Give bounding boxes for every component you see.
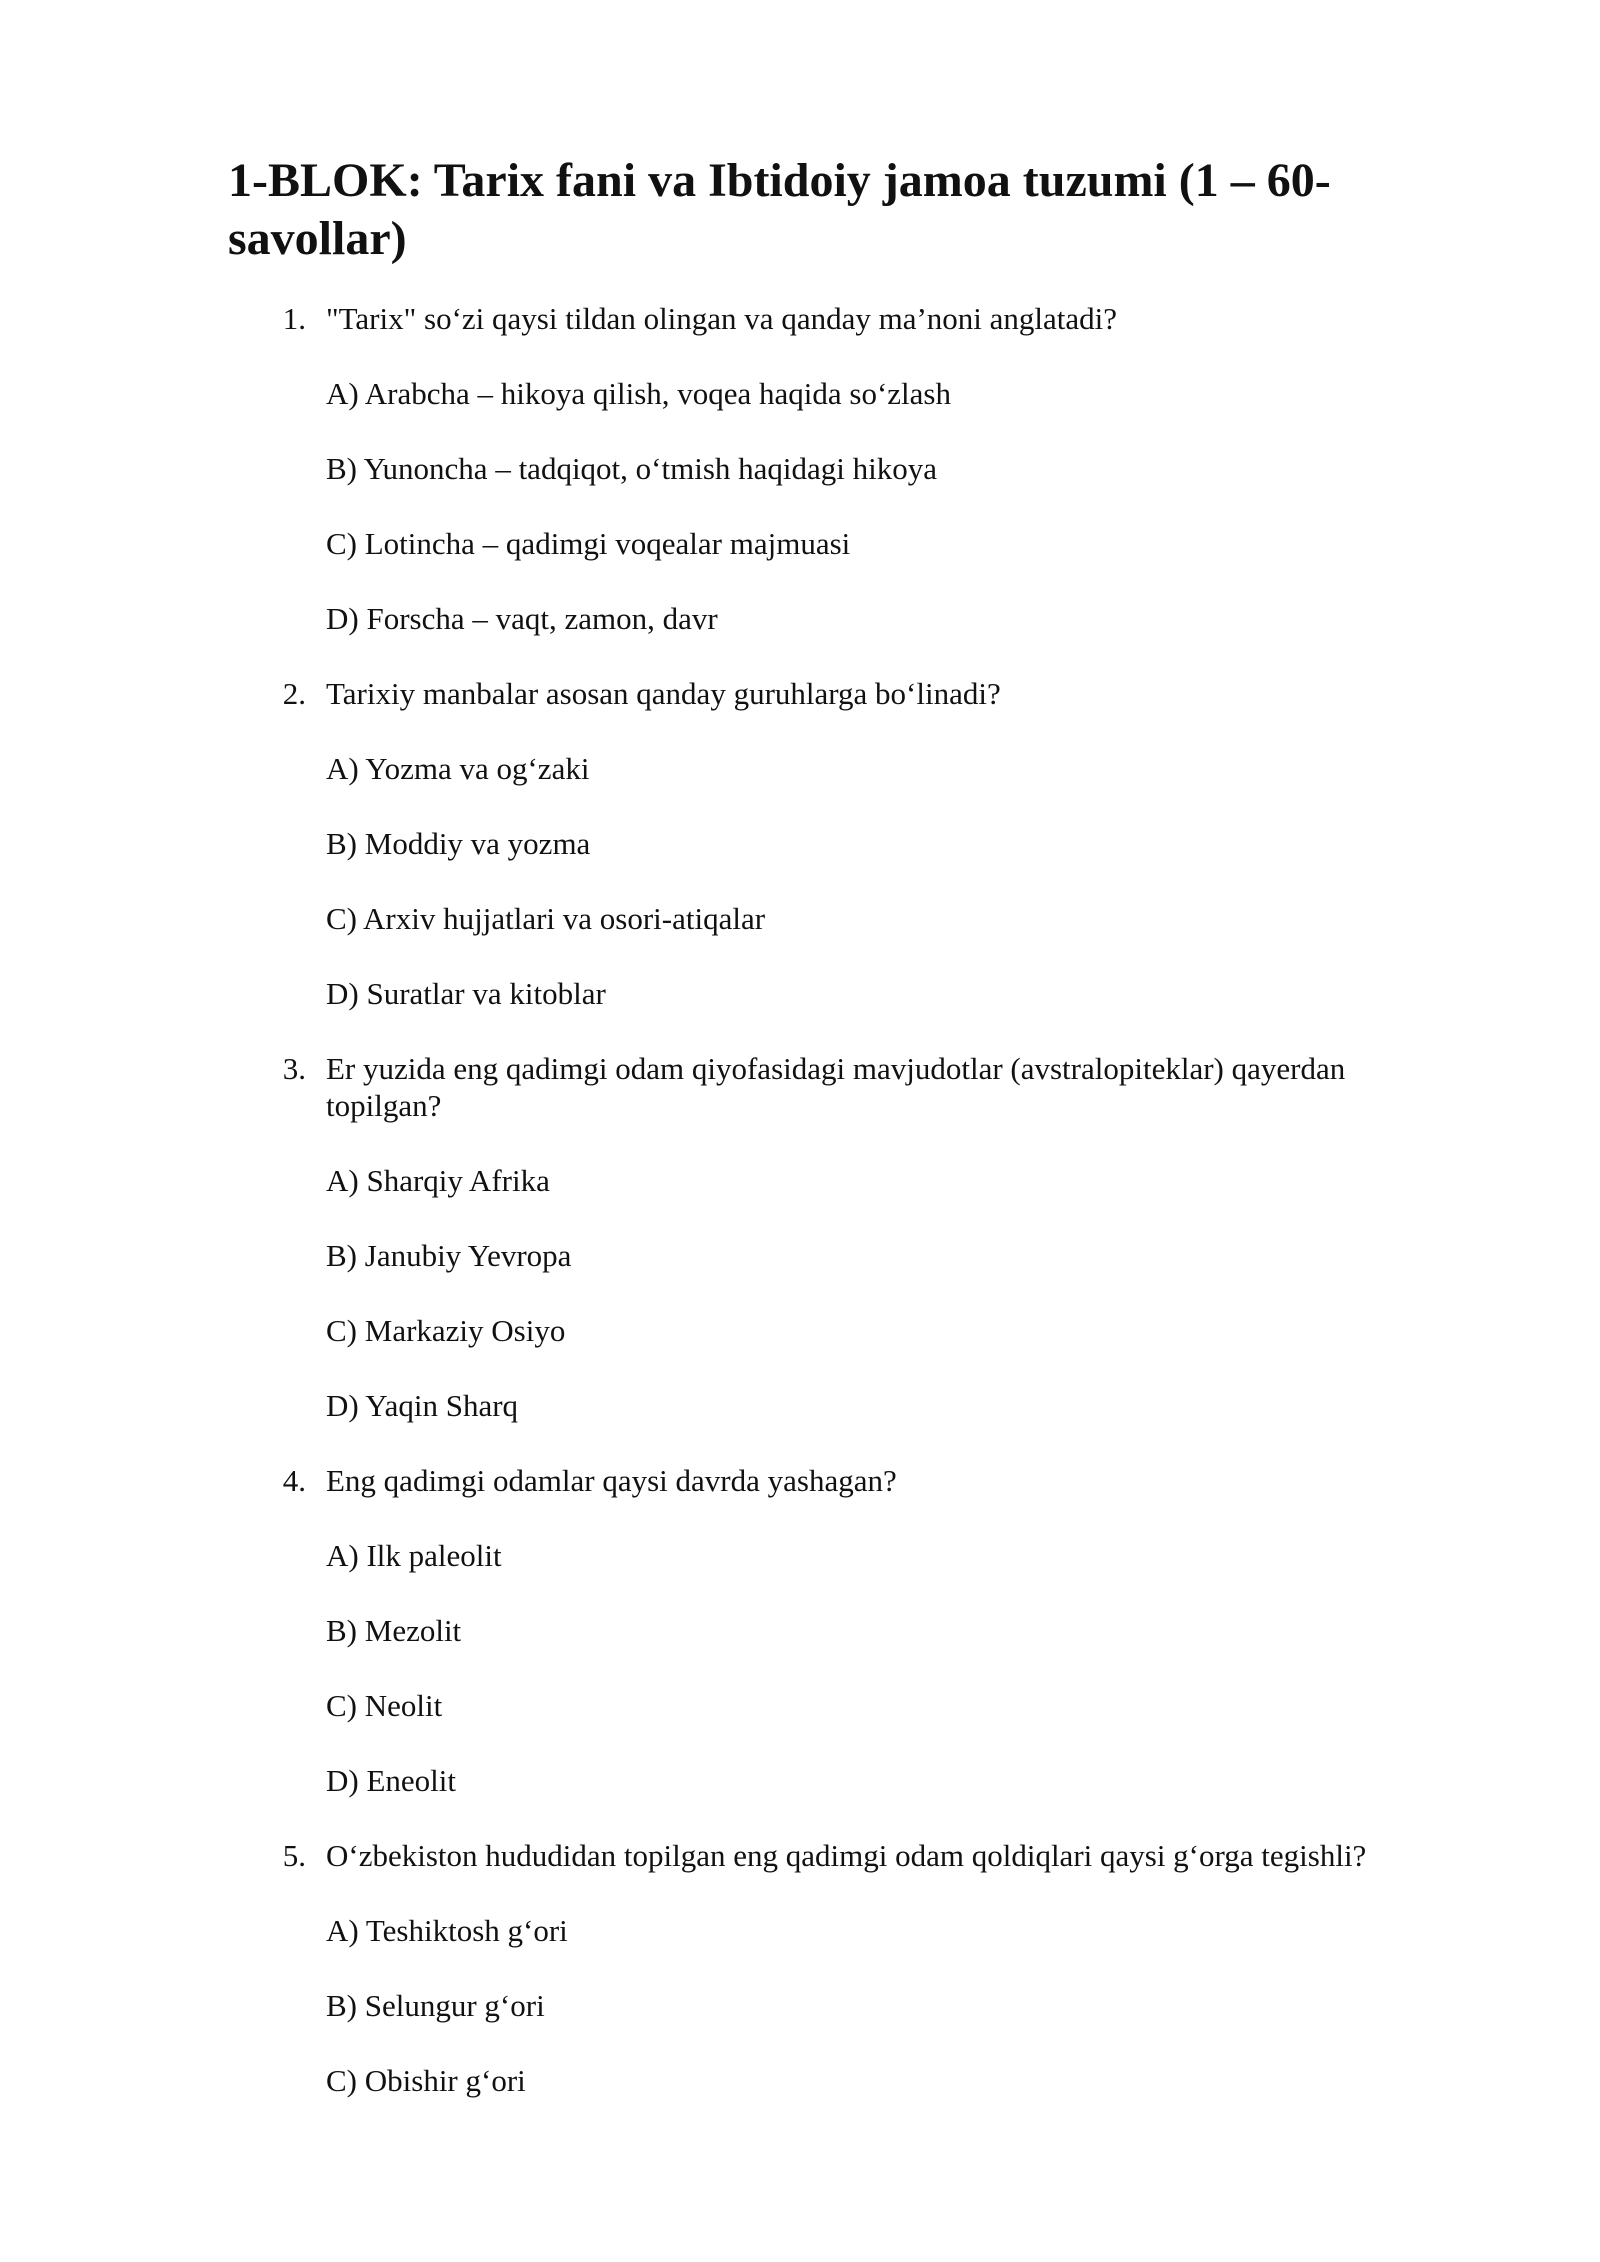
answer-option: C) Neolit	[326, 1688, 443, 1723]
question-text: Tarixiy manbalar asosan qanday guruhlarga bo‘linadi?	[326, 676, 1001, 711]
question-list	[0, 300, 1600, 2099]
question-number: 1.	[282, 301, 306, 336]
question-item	[0, 1462, 1600, 1799]
answer-option: D) Suratlar va kitoblar	[326, 976, 606, 1011]
answer-option: D) Eneolit	[326, 1763, 456, 1798]
question-number: 3.	[282, 1051, 306, 1086]
answer-option: A) Yozma va og‘zaki	[326, 751, 590, 786]
answer-option: B) Moddiy va yozma	[326, 826, 591, 861]
answer-option: C) Arxiv hujjatlari va osori-atiqalar	[326, 901, 766, 936]
question-number: 5.	[282, 1838, 306, 1873]
answer-option: D) Forscha – vaqt, zamon, davr	[326, 601, 718, 636]
answer-option: A) Arabcha – hikoya qilish, voqea haqida so‘zlash	[326, 376, 951, 411]
question-text: Eng qadimgi odamlar qaysi davrda yashagan?	[326, 1463, 897, 1498]
question-text: O‘zbekiston hududidan topilgan eng qadimgi odam qoldiqlari qaysi g‘orga tegishli?	[326, 1838, 1367, 1873]
question-item	[0, 675, 1600, 1012]
question-number: 2.	[282, 676, 306, 711]
answer-option: A) Sharqiy Afrika	[326, 1163, 550, 1198]
answer-option: B) Janubiy Yevropa	[326, 1238, 572, 1273]
answer-option: B) Yunoncha – tadqiqot, o‘tmish haqidagi hikoya	[326, 451, 938, 486]
answer-option: B) Mezolit	[326, 1613, 462, 1648]
question-number: 4.	[282, 1463, 306, 1498]
question-item	[0, 1837, 1600, 2099]
answer-option: A) Teshiktosh g‘ori	[326, 1913, 568, 1948]
question-text: "Tarix" so‘zi qaysi tildan olingan va qanday ma’noni anglatadi?	[326, 301, 1118, 336]
answer-option: C) Lotincha – qadimgi voqealar majmuasi	[326, 526, 851, 561]
answer-option: C) Obishir g‘ori	[326, 2063, 526, 2098]
question-item	[0, 300, 1600, 637]
answer-option: D) Yaqin Sharq	[326, 1388, 519, 1423]
answer-option: B) Selungur g‘ori	[326, 1988, 545, 2023]
answer-option: A) Ilk paleolit	[326, 1538, 502, 1573]
page-title: 1-BLOK: Tarix fani va Ibtidoiy jamoa tuzumi (1 – 60-savollar)	[228, 154, 1331, 265]
question-item	[0, 1050, 1600, 1424]
answer-option: C) Markaziy Osiyo	[326, 1313, 566, 1348]
question-text: Er yuzida eng qadimgi odam qiyofasidagi mavjudotlar (avstralopiteklar) qayerdan topilgan?	[326, 1051, 1346, 1123]
